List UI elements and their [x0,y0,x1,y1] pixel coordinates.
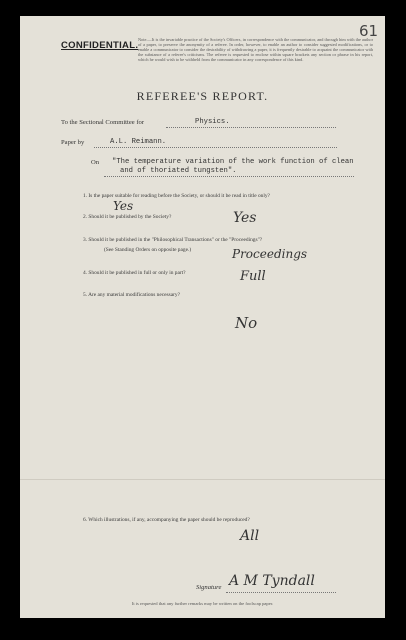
folio-number: 61 [359,22,379,40]
answer-4: Full [240,269,266,284]
paper-label: Paper by [61,139,85,146]
page-title: REFEREE'S REPORT. [136,89,269,103]
committee-value: Physics. [195,118,230,126]
question-6: 6. Which illustrations, if any, accompanying the paper should be reproduced? [83,517,250,523]
answer-1: Yes [113,199,134,213]
question-5: 5. Are any material modifications necessary? [83,292,180,298]
answer-5: No [235,314,258,332]
footer-note: It is requested that any further remarks may be written on the foolscap paper. [131,601,274,606]
question-4: 4. Should it be published in full or only in part? [83,270,186,276]
paper-title-line2: and of thoriated tungsten". [120,167,237,175]
question-2: 2. Should it be published by the Society? [83,214,172,220]
question-3: 3. Should it be published in the "Philosophical Transactions" or the "Proceedings"? [83,237,263,243]
title-line [104,176,354,177]
paper-line [94,147,337,148]
signature-line [226,592,336,593]
paper-title-line1: "The temperature variation of the work function of clean [112,158,354,166]
on-label: On [91,159,100,166]
confidentiality-note: Note.—It is the invariable practice of the Society's Officers, in correspondence with the communicator, and through him with the author of a paper, to preserve the anonymity of a referee. In order, however, to enable an author to consider suggested modifications, or to enable a communicator to consider the desirability of withdrawing a paper, it is frequently desirable to acquaint the communicator with the substance of a referee's criticisms. The referee is requested to enclose within square brackets any section or phrase in his report, which he would wish to be withheld from the communicator in any correspondence of this kind. [138,37,373,62]
question-1: 1. Is the paper suitable for reading before the Society, or should it be read in title only? [83,193,270,199]
answer-3: Proceedings [232,247,308,261]
author-value: A.L. Reimann. [110,138,167,146]
report-sheet [20,16,385,618]
question-3-note: (See Standing Orders on opposite page.) [104,247,192,253]
signature: A M Tyndall [229,573,315,589]
confidential-heading: CONFIDENTIAL. [61,40,139,51]
fold-line [20,479,385,480]
answer-2: Yes [233,210,257,226]
committee-line [166,127,336,128]
committee-label: To the Sectional Committee for [61,119,145,126]
signature-label: Signature [196,584,222,591]
answer-6: All [240,528,260,544]
